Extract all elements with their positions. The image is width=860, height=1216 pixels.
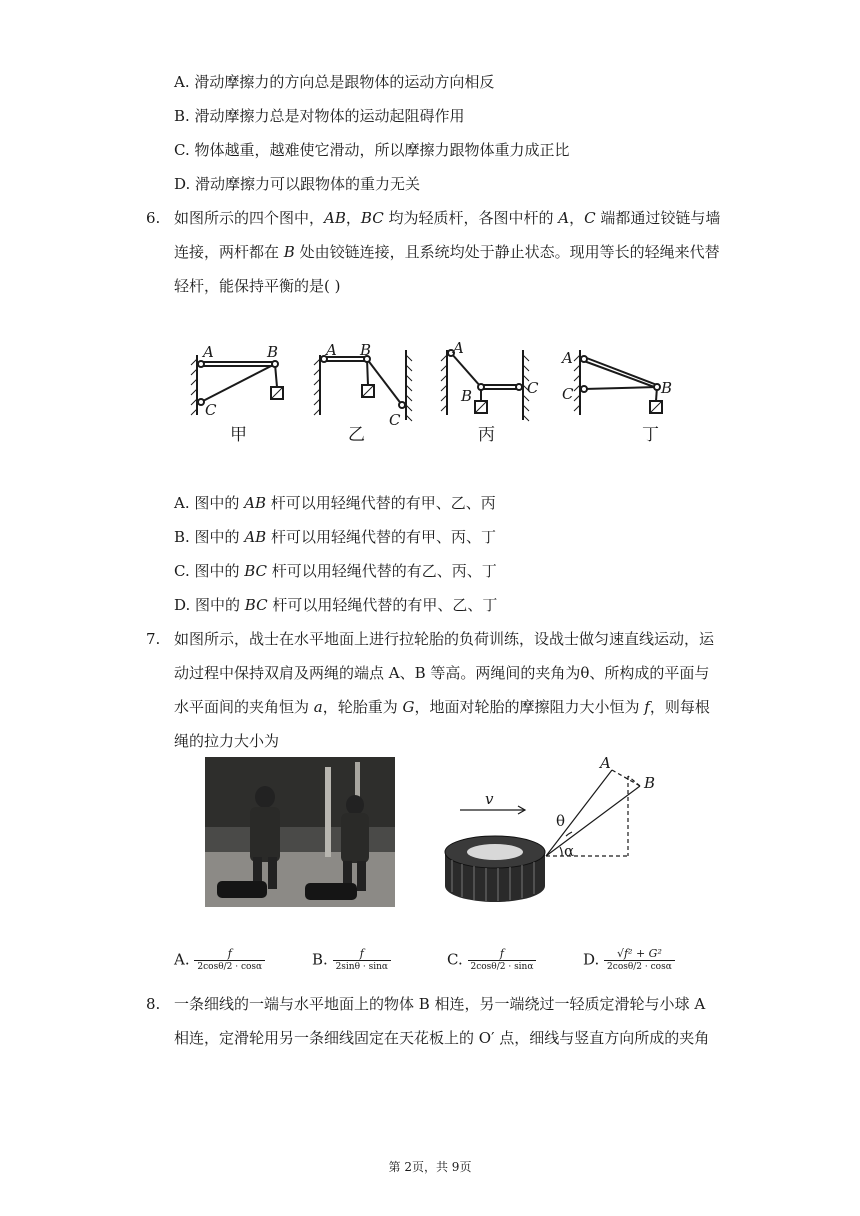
q7-option-b: B. $\frac{f}{2\sin\theta \cdot \sin\alpha}$ [312,948,391,973]
q7-option-a: A. $\frac{f}{2\cos\theta/2 \cdot \cos\alpha}$ [174,948,265,973]
q6-text-line3: 轻杆，能保持平衡的是( ) [174,277,341,295]
q5-option-c: C. 物体越重，越难使它滑动，所以摩擦力跟物体重力成正比 [174,141,570,159]
point-a-label: A [600,754,611,772]
svg-text:C: C [389,411,401,429]
svg-text:A: A [562,349,573,367]
q6-text-line2: 连接，两杆都在 B 处由铰链连接，且系统均处于静止状态。现用等长的轻绳来代替 [174,243,720,261]
soldiers-photo [205,757,395,907]
svg-text:A: A [203,343,214,361]
q6-option-a: A. 图中的 AB 杆可以用轻绳代替的有甲、乙、丙 [174,494,496,512]
q7-text-line1: 如图所示，战士在水平地面上进行拉轮胎的负荷训练，设战士做匀速直线运动，运 [174,630,715,648]
q7-option-c: C. $\frac{f}{2\cos\theta/2 \cdot \sin\alpha}$ [447,948,536,973]
svg-text:A: A [453,339,464,357]
svg-text:C: C [562,385,574,403]
q7-option-d: D. $\frac{\text{√f² + G²}}{2\cos\theta/2 \cdot \cos\alpha}$ [583,948,675,973]
svg-text:B: B [661,379,673,397]
svg-text:C: C [205,401,217,419]
q7-number: 7. [146,630,161,648]
svg-text:B: B [461,387,473,405]
svg-text:C: C [527,379,539,397]
point-b-label: B [644,774,656,792]
q7-tire-diagram [440,752,665,902]
svg-text:B: B [267,343,279,361]
q5-option-a: A. 滑动摩擦力的方向总是跟物体的运动方向相反 [174,73,495,91]
q8-number: 8. [146,995,161,1013]
q6-text-line1: 如图所示的四个图中，AB，BC 均为轻质杆，各图中杆的 A，C 端都通过铰链与墙 [174,209,721,227]
q6-option-b: B. 图中的 AB 杆可以用轻绳代替的有甲、丙、丁 [174,528,496,546]
q6-fig-label-ding: 丁 [642,425,659,445]
q8-text-line2: 相连，定滑轮用另一条细线固定在天花板上的 O′ 点，细线与竖直方向所成的夹角 [174,1029,710,1047]
q6-number: 6. [146,209,161,227]
q7-text-line2: 动过程中保持双肩及两绳的端点 A、B 等高。两绳间的夹角为θ、所构成的平面与 [174,664,710,682]
velocity-label: v [485,790,494,808]
q7-text-line3: 水平面间的夹角恒为 a，轮胎重为 G，地面对轮胎的摩擦阻力大小恒为 f，则每根 [174,698,710,716]
q7-text-line4: 绳的拉力大小为 [174,732,280,750]
q6-fig-label-yi: 乙 [348,425,365,445]
page-footer: 第 2页，共 9页 [388,1160,472,1174]
svg-text:B: B [360,341,372,359]
q6-figure [185,335,685,450]
q5-option-d: D. 滑动摩擦力可以跟物体的重力无关 [174,175,421,193]
theta-label: θ [556,812,566,830]
q6-option-d: D. 图中的 BC 杆可以用轻绳代替的有甲、乙、丁 [174,596,498,614]
q5-option-b: B. 滑动摩擦力总是对物体的运动起阻碍作用 [174,107,465,125]
q6-fig-label-bing: 丙 [478,425,495,445]
q8-text-line1: 一条细线的一端与水平地面上的物体 B 相连，另一端绕过一轻质定滑轮与小球 A [174,995,706,1013]
alpha-label: α [564,842,575,860]
q6-option-c: C. 图中的 BC 杆可以用轻绳代替的有乙、丙、丁 [174,562,497,580]
q6-fig-label-jia: 甲 [230,425,247,445]
svg-text:A: A [326,341,337,359]
